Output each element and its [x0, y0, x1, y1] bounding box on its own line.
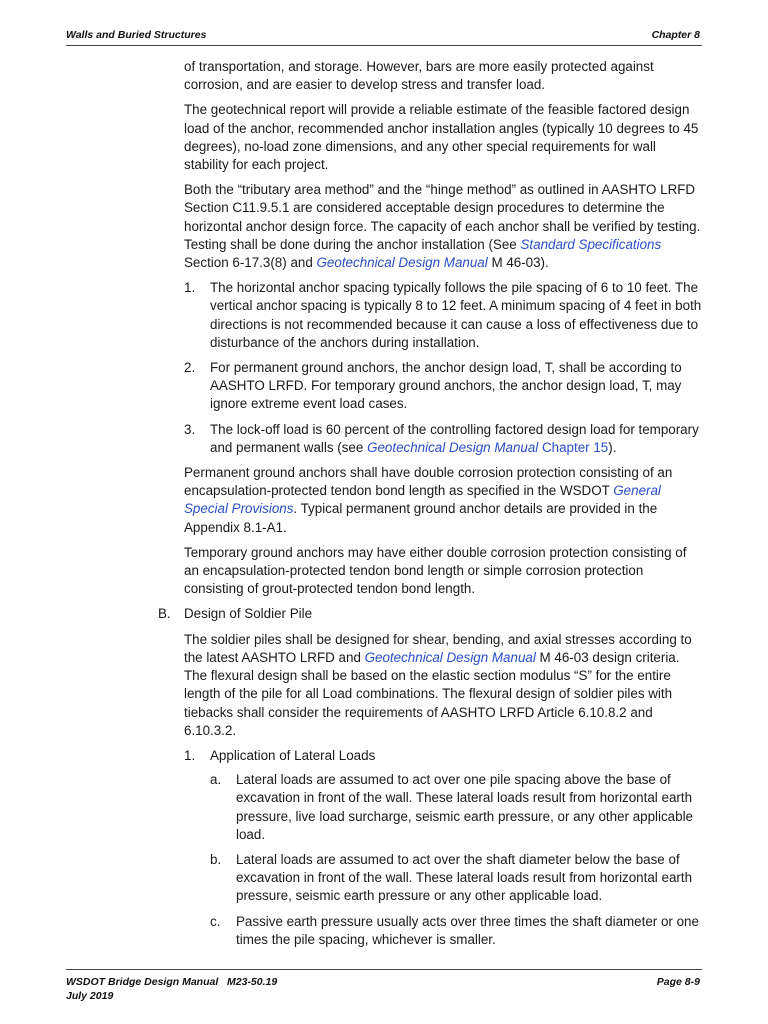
- list-item-text: ).: [608, 439, 617, 455]
- paragraph-temporary-anchors: Temporary ground anchors may have either double corrosion protection consisting of an encapsulation-protected tendon bond length or simple corrosion protection consisting of grout-protected tendon bond length.: [184, 544, 687, 597]
- text-segment: Permanent ground anchors shall have double corrosion protection consisting of an encapsulation-protected tendon bond length as specified in the WSDOT: [184, 465, 673, 499]
- paragraph-bars-corrosion: of transportation, and storage. However, bars are more easily protected against corrosion, and are easier to develop stress and transfer load.: [184, 59, 654, 93]
- section-heading-b: [158, 605, 702, 623]
- anchor-requirements-list: [184, 279, 702, 457]
- link-geotechnical-design-manual-ch15[interactable]: [367, 440, 608, 455]
- text-segment: M 46-03 design criteria. The flexural design shall be based on the elastic section modulus “S” for the entire length of the pile for all Load combinations. The flexural design of soldier piles with tiebacks shall consider the requirements of AASHTO LRFD Article 6.10.8.2 and 6.10.3.2.: [184, 649, 680, 738]
- list-item: [184, 279, 702, 352]
- list-item-text: The lock-off load is 60 percent of the controlling factored design load for temporary and permanent walls (see: [210, 421, 699, 455]
- list-item-text: The horizontal anchor spacing typically follows the pile spacing of 6 to 10 feet. The vertical anchor spacing is typically 8 to 12 feet. A minimum spacing of 4 feet in both directions is not recommended because it can cause a loss of effectiveness due to disturbance of the anchors during installation.: [210, 280, 702, 350]
- link-text-tail: Chapter 15: [538, 439, 609, 455]
- list-item-text: Lateral loads are assumed to act over the shaft diameter below the base of excavation in front of the wall. These lateral loads result from horizontal earth pressure, seismic earth pressure or any other applicable load.: [236, 851, 693, 904]
- list-item: [210, 851, 702, 906]
- section-marker: B.: [158, 606, 171, 622]
- paragraph-geotechnical-report: The geotechnical report will provide a reliable estimate of the feasible factored design load of the anchor, recommended anchor installation angles (typically 10 degrees to 45 degrees), no-load zone dimensions, and any other special requirements for wall stability for each project.: [184, 102, 699, 173]
- footer-page-number: Page 8-9: [656, 976, 700, 988]
- subsection-title: Application of Lateral Loads: [210, 747, 376, 763]
- text-segment: Section 6-17.3(8) and: [184, 255, 317, 271]
- list-item: [210, 771, 702, 844]
- list-item: [184, 421, 702, 457]
- list-marker: b.: [210, 851, 222, 867]
- list-marker: 1.: [184, 280, 196, 296]
- text-segment: . Typical permanent ground anchor details are provided in the Appendix 8.1-A1.: [184, 501, 658, 535]
- text-segment: The soldier piles shall be designed for shear, bending, and axial stresses according to the latest AASHTO LRFD and: [184, 631, 692, 665]
- footer-rule: [66, 969, 702, 970]
- running-header-title: Walls and Buried Structures: [66, 29, 207, 41]
- list-item-text: For permanent ground anchors, the anchor design load, T, shall be according to AASHTO LRFD. For temporary ground anchors, the anchor design load, T, may ignore extreme event load cases.: [210, 360, 682, 412]
- paragraph-soldier-pile-design: [184, 631, 702, 740]
- list-item-text: Lateral loads are assumed to act over one pile spacing above the base of excavation in front of the wall. These lateral loads result from horizontal earth pressure, live load surcharge, seismic earth pressure, or any other applicable load.: [236, 772, 693, 842]
- link-geotechnical-design-manual[interactable]: Geotechnical Design Manual: [364, 649, 536, 665]
- text-segment: M 46-03).: [487, 255, 549, 271]
- page-body: [158, 58, 702, 956]
- list-item: [184, 359, 702, 414]
- link-general-special-provisions[interactable]: General Special Provisions: [184, 483, 661, 517]
- link-geotechnical-design-manual[interactable]: Geotechnical Design Manual: [316, 255, 488, 271]
- subsection-heading-1: [184, 747, 702, 765]
- list-marker: 2.: [184, 360, 196, 376]
- lateral-loads-list: [210, 771, 702, 949]
- paragraph-design-methods: [184, 181, 702, 272]
- paragraph-permanent-anchors: [184, 464, 702, 537]
- header-rule: [66, 45, 702, 46]
- footer-date: July 2019: [66, 990, 114, 1002]
- list-marker: c.: [210, 913, 221, 929]
- link-standard-specifications[interactable]: Standard Specifications: [520, 236, 662, 252]
- running-header-chapter: Chapter 8: [651, 29, 700, 41]
- subsection-marker: 1.: [184, 747, 196, 763]
- text-segment: Both the “tributary area method” and the “hinge method” as outlined in AASHTO LRFD Section C11.9.5.1 are considered acceptable design procedures to determine the horizontal anchor design force. The capacity of each anchor shall be verified by testing. Testing shall be done during the anchor installation (See: [184, 182, 701, 252]
- list-item: [210, 913, 702, 949]
- link-text: Geotechnical Design Manual: [367, 439, 539, 455]
- footer-manual-title: WSDOT Bridge Design Manual M23-50.19: [66, 976, 278, 988]
- list-marker: a.: [210, 772, 222, 788]
- list-item-text: Passive earth pressure usually acts over three times the shaft diameter or one times the pile spacing, whichever is smaller.: [236, 913, 699, 947]
- section-title: Design of Soldier Pile: [184, 606, 313, 622]
- list-marker: 3.: [184, 421, 196, 437]
